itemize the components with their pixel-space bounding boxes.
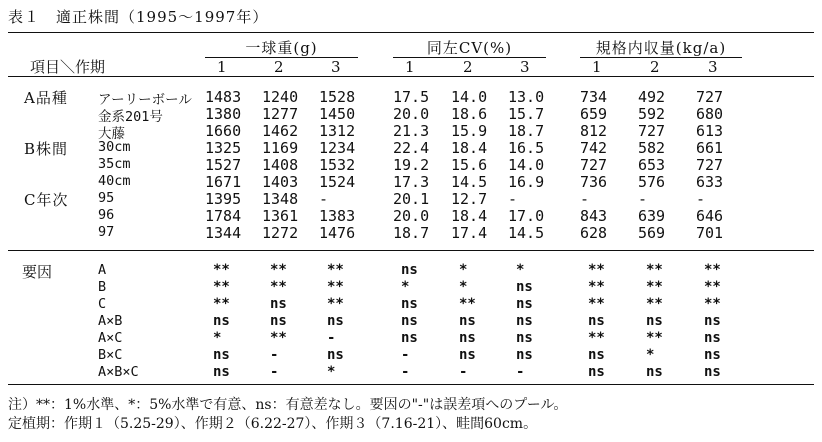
- note-planting: 定植期：作期１（5.25-29）、作期２（6.22-27）、作期３（7.16-21）、畦間60cm。: [8, 416, 538, 432]
- significance-cell: ns: [327, 347, 344, 363]
- table-cell: -: [319, 190, 329, 208]
- table-cell: 736: [580, 173, 608, 191]
- row-item-label: 35cm: [98, 156, 131, 172]
- significance-cell: *: [213, 330, 222, 346]
- table-cell: 1483: [205, 88, 242, 106]
- factor-name: A×B×C: [98, 364, 139, 380]
- table-cell: 843: [580, 207, 608, 225]
- table-cell: 14.0: [451, 88, 488, 106]
- table-cell: 12.7: [451, 190, 488, 208]
- table-cell: 18.4: [451, 139, 488, 157]
- row-item-label: アーリーボール: [98, 92, 192, 108]
- table-cell: -: [638, 190, 648, 208]
- table-cell: 20.0: [393, 207, 430, 225]
- table-cell: 1476: [319, 224, 356, 242]
- top-rule: [8, 32, 814, 33]
- significance-cell: ns: [270, 296, 287, 312]
- row-item-label: 大藤: [98, 126, 125, 142]
- row-group-label: A品種: [24, 89, 68, 107]
- table-cell: 1272: [262, 224, 299, 242]
- table-cell: 13.0: [508, 88, 545, 106]
- significance-cell: -: [401, 364, 410, 380]
- table-cell: 18.7: [393, 224, 430, 242]
- table-cell: 1403: [262, 173, 299, 191]
- significance-cell: ns: [704, 330, 721, 346]
- significance-cell: ns: [459, 330, 476, 346]
- table-cell: -: [580, 190, 590, 208]
- significance-cell: **: [327, 279, 344, 295]
- significance-cell: **: [704, 262, 721, 278]
- table-cell: 1532: [319, 156, 356, 174]
- table-cell: 1524: [319, 173, 356, 191]
- significance-cell: -: [401, 347, 410, 363]
- significance-cell: -: [459, 364, 468, 380]
- table-cell: 742: [580, 139, 608, 157]
- table-cell: 1671: [205, 173, 242, 191]
- table-cell: 17.4: [451, 224, 488, 242]
- significance-cell: -: [270, 364, 279, 380]
- table-cell: 1234: [319, 139, 356, 157]
- significance-cell: ns: [213, 313, 230, 329]
- significance-cell: *: [516, 262, 525, 278]
- row-item-label: 30cm: [98, 139, 131, 155]
- subheader-2-2: 2: [463, 58, 473, 76]
- table-cell: 661: [696, 139, 724, 157]
- table-cell: 1660: [205, 122, 242, 140]
- significance-cell: **: [213, 262, 230, 278]
- table-cell: 17.0: [508, 207, 545, 225]
- row-item-label: 40cm: [98, 173, 131, 189]
- header-rule: [8, 76, 814, 77]
- table-cell: 14.5: [451, 173, 488, 191]
- significance-cell: **: [270, 330, 287, 346]
- bottom-rule: [8, 384, 814, 385]
- table-cell: 1348: [262, 190, 299, 208]
- significance-cell: **: [704, 296, 721, 312]
- significance-cell: **: [646, 279, 663, 295]
- row-item-label: 97: [98, 224, 115, 240]
- factor-name: B: [98, 279, 107, 295]
- table-cell: 1395: [205, 190, 242, 208]
- significance-cell: ns: [516, 279, 533, 295]
- factor-name: C: [98, 296, 107, 312]
- table-cell: 1344: [205, 224, 242, 242]
- table-cell: 17.5: [393, 88, 430, 106]
- factor-name: A: [98, 262, 107, 278]
- table-cell: 22.4: [393, 139, 430, 157]
- significance-cell: -: [270, 347, 279, 363]
- significance-cell: **: [588, 279, 605, 295]
- table-cell: 15.9: [451, 122, 488, 140]
- significance-cell: -: [516, 364, 525, 380]
- significance-cell: *: [646, 347, 655, 363]
- significance-cell: *: [459, 262, 468, 278]
- significance-cell: ns: [704, 364, 721, 380]
- significance-cell: **: [646, 330, 663, 346]
- table-cell: 1528: [319, 88, 356, 106]
- table-cell: 680: [696, 105, 724, 123]
- table-cell: 1784: [205, 207, 242, 225]
- significance-cell: *: [401, 279, 410, 295]
- significance-cell: **: [327, 296, 344, 312]
- table-cell: 21.3: [393, 122, 430, 140]
- table-cell: 727: [580, 156, 608, 174]
- significance-cell: **: [270, 262, 287, 278]
- table-cell: 659: [580, 105, 608, 123]
- table-cell: 1169: [262, 139, 299, 157]
- factor-name: A×C: [98, 330, 123, 346]
- subheader-1-3: 3: [331, 58, 341, 76]
- significance-cell: **: [588, 262, 605, 278]
- significance-cell: **: [213, 296, 230, 312]
- table-cell: 646: [696, 207, 724, 225]
- item-header: 項目＼作期: [30, 58, 106, 76]
- table-cell: 812: [580, 122, 608, 140]
- significance-cell: ns: [327, 313, 344, 329]
- significance-cell: ns: [459, 347, 476, 363]
- significance-cell: **: [213, 279, 230, 295]
- table-cell: -: [696, 190, 706, 208]
- row-group-label: B株間: [24, 140, 69, 158]
- factor-name: A×B: [98, 313, 123, 329]
- table-cell: 1462: [262, 122, 299, 140]
- significance-cell: ns: [401, 296, 418, 312]
- table-cell: 15.6: [451, 156, 488, 174]
- significance-cell: *: [459, 279, 468, 295]
- significance-cell: ns: [588, 313, 605, 329]
- table-title: 表１ 適正株間（1995〜1997年）: [8, 8, 269, 26]
- significance-cell: ns: [704, 313, 721, 329]
- table-cell: 15.7: [508, 105, 545, 123]
- subheader-3-3: 3: [708, 58, 718, 76]
- significance-cell: ns: [704, 347, 721, 363]
- table-cell: 18.4: [451, 207, 488, 225]
- table-cell: 18.7: [508, 122, 545, 140]
- significance-cell: ns: [401, 330, 418, 346]
- table-cell: 1277: [262, 105, 299, 123]
- significance-cell: -: [327, 330, 336, 346]
- table-cell: 18.6: [451, 105, 488, 123]
- significance-cell: *: [327, 364, 336, 380]
- subheader-1-2: 2: [274, 58, 284, 76]
- mid-rule: [8, 250, 814, 251]
- table-cell: 1361: [262, 207, 299, 225]
- group-header-3: 規格内収量(kg/a): [595, 39, 727, 57]
- table-cell: 1527: [205, 156, 242, 174]
- table-cell: 14.5: [508, 224, 545, 242]
- significance-cell: ns: [588, 364, 605, 380]
- table-cell: 16.9: [508, 173, 545, 191]
- factor-name: B×C: [98, 347, 123, 363]
- table-cell: 1450: [319, 105, 356, 123]
- table-cell: 16.5: [508, 139, 545, 157]
- table-cell: 1240: [262, 88, 299, 106]
- significance-cell: **: [270, 279, 287, 295]
- table-cell: 727: [638, 122, 666, 140]
- table-cell: 727: [696, 88, 724, 106]
- significance-cell: **: [704, 279, 721, 295]
- significance-cell: **: [459, 296, 476, 312]
- significance-cell: ns: [588, 347, 605, 363]
- significance-cell: ns: [516, 313, 533, 329]
- table-cell: 1383: [319, 207, 356, 225]
- group-underline-3: [580, 57, 742, 58]
- table-cell: 492: [638, 88, 666, 106]
- table-cell: -: [508, 190, 518, 208]
- significance-cell: **: [588, 330, 605, 346]
- subheader-3-2: 2: [650, 58, 660, 76]
- significance-cell: **: [646, 262, 663, 278]
- table-cell: 582: [638, 139, 666, 157]
- table-cell: 613: [696, 122, 724, 140]
- group-header-2: 同左CV(%): [426, 39, 513, 57]
- row-item-label: 金系201号: [98, 109, 163, 125]
- significance-cell: ns: [516, 330, 533, 346]
- table-cell: 17.3: [393, 173, 430, 191]
- note-significance: 注）**：1%水準、*：5%水準で有意、ns：有意差なし。要因の"-"は誤差項へのプール。: [8, 397, 568, 413]
- row-item-label: 96: [98, 207, 115, 223]
- table-cell: 734: [580, 88, 608, 106]
- table-cell: 633: [696, 173, 724, 191]
- significance-cell: **: [646, 296, 663, 312]
- table-cell: 727: [696, 156, 724, 174]
- factors-label: 要因: [22, 263, 53, 281]
- table-cell: 653: [638, 156, 666, 174]
- significance-cell: ns: [516, 296, 533, 312]
- table-cell: 14.0: [508, 156, 545, 174]
- subheader-2-1: 1: [405, 58, 415, 76]
- significance-cell: ns: [213, 364, 230, 380]
- table-cell: 20.1: [393, 190, 430, 208]
- subheader-3-1: 1: [592, 58, 602, 76]
- significance-cell: ns: [516, 347, 533, 363]
- row-item-label: 95: [98, 190, 115, 206]
- significance-cell: ns: [646, 364, 663, 380]
- table-cell: 1380: [205, 105, 242, 123]
- subheader-2-3: 3: [520, 58, 530, 76]
- table-cell: 639: [638, 207, 666, 225]
- table-cell: 576: [638, 173, 666, 191]
- table-cell: 628: [580, 224, 608, 242]
- significance-cell: ns: [213, 347, 230, 363]
- significance-cell: **: [327, 262, 344, 278]
- significance-cell: ns: [270, 313, 287, 329]
- table-cell: 592: [638, 105, 666, 123]
- significance-cell: **: [588, 296, 605, 312]
- table-cell: 569: [638, 224, 666, 242]
- row-group-label: C年次: [24, 191, 69, 209]
- table-cell: 1325: [205, 139, 242, 157]
- significance-cell: ns: [459, 313, 476, 329]
- table-cell: 1312: [319, 122, 356, 140]
- significance-cell: ns: [401, 262, 418, 278]
- table-cell: 20.0: [393, 105, 430, 123]
- table-cell: 1408: [262, 156, 299, 174]
- significance-cell: ns: [401, 313, 418, 329]
- subheader-1-1: 1: [217, 58, 227, 76]
- table-cell: 701: [696, 224, 724, 242]
- table-cell: 19.2: [393, 156, 430, 174]
- significance-cell: ns: [646, 313, 663, 329]
- group-header-1: 一球重(g): [245, 39, 318, 57]
